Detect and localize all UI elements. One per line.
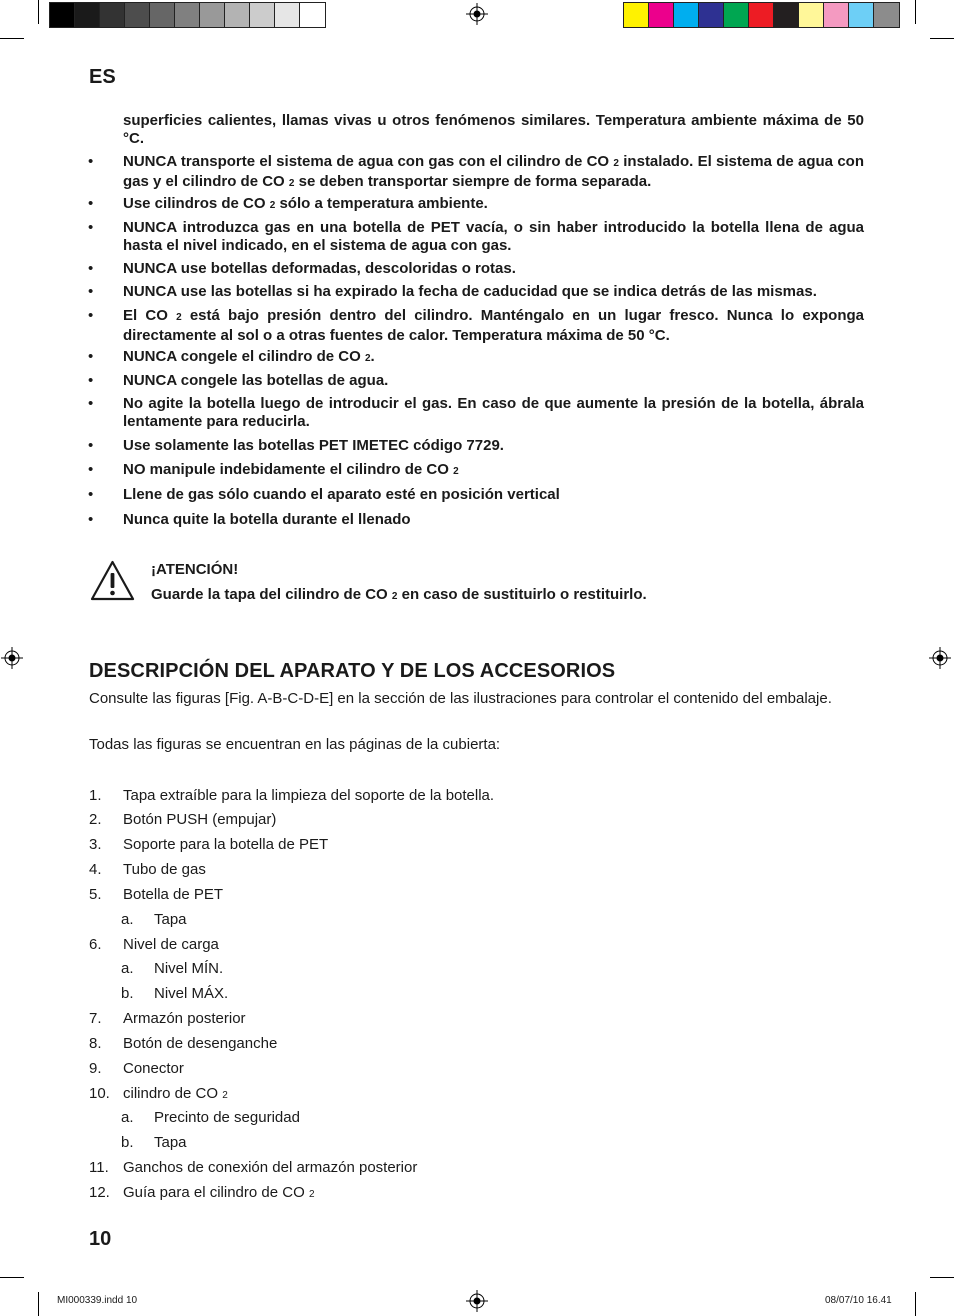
list-text: Tubo de gas	[123, 861, 206, 878]
color-swatch	[699, 3, 724, 27]
color-swatch	[50, 3, 75, 27]
list-text: Conector	[123, 1060, 184, 1077]
warning-text: Guarde la tapa del cilindro de CO 2 en caso de sustituirlo o restituirlo.	[151, 586, 647, 603]
list-number: b.	[121, 985, 134, 1002]
crop-mark	[915, 0, 916, 24]
bullet-marker: •	[88, 511, 94, 528]
color-swatch	[649, 3, 674, 27]
crop-mark	[38, 1292, 39, 1316]
bullet-marker: •	[88, 395, 94, 412]
crop-mark	[0, 1277, 24, 1278]
bullet-marker: •	[88, 260, 94, 277]
list-text: Armazón posterior	[123, 1010, 246, 1027]
bullet-text: NUNCA congele las botellas de agua.	[123, 372, 389, 389]
list-text: Soporte para la botella de PET	[123, 836, 329, 853]
list-text: Botón de desenganche	[123, 1035, 278, 1052]
color-swatch	[225, 3, 250, 27]
color-swatch	[724, 3, 749, 27]
color-swatch	[275, 3, 300, 27]
crop-mark	[915, 1292, 916, 1316]
list-text: Tapa	[154, 1134, 187, 1151]
crop-mark	[930, 1277, 954, 1278]
list-text: Tapa extraíble para la limpieza del soporte de la botella.	[123, 787, 495, 804]
color-swatch	[250, 3, 275, 27]
crop-mark	[0, 38, 24, 39]
bullet-marker: •	[88, 219, 94, 236]
color-swatch	[674, 3, 699, 27]
registration-mark-icon	[1, 647, 23, 669]
bullet-marker: •	[88, 486, 94, 503]
crop-mark	[930, 38, 954, 39]
color-swatch	[799, 3, 824, 27]
list-number: 3.	[89, 836, 102, 853]
bullet-text: Use solamente las botellas PET IMETEC código 7729.	[123, 437, 504, 454]
list-number: 2.	[89, 811, 102, 828]
registration-mark-icon	[466, 3, 488, 25]
bullet-text: No agite la botella luego de introducir el gas. En caso de que aumente la presión de la botella, ábrala lentamente para reducirla.	[123, 395, 864, 430]
color-swatch	[300, 3, 325, 27]
list-number: a.	[121, 960, 134, 977]
registration-mark-icon	[929, 647, 951, 669]
list-number: 1.	[89, 787, 102, 804]
list-text: Nivel MÁX.	[154, 985, 229, 1002]
language-tag: ES	[89, 66, 116, 88]
color-swatch	[749, 3, 774, 27]
color-swatch	[874, 3, 899, 27]
list-text: Precinto de seguridad	[154, 1109, 300, 1126]
intro-continuation: superficies calientes, llamas vivas u otros fenómenos similares. Temperatura ambiente máxima de 50 °C.	[123, 112, 864, 147]
bullet-text: NUNCA congele el cilindro de CO 2.	[123, 348, 375, 365]
list-text: Botella de PET	[123, 886, 224, 903]
section-paragraph: Consulte las figuras [Fig. A-B-C-D-E] en la sección de las ilustraciones para controlar el contenido del embalaje.	[89, 690, 832, 707]
list-number: 10.	[89, 1085, 110, 1102]
registration-mark-icon	[466, 1290, 488, 1312]
bullet-text: Use cilindros de CO 2 sólo a temperatura ambiente.	[123, 195, 488, 212]
bullet-text: NUNCA use botellas deformadas, descoloridas o rotas.	[123, 260, 516, 277]
list-text: Nivel de carga	[123, 936, 219, 953]
list-number: 12.	[89, 1184, 110, 1201]
list-number: 9.	[89, 1060, 102, 1077]
list-text: Botón PUSH (empujar)	[123, 811, 277, 828]
warning-title: ¡ATENCIÓN!	[151, 561, 239, 578]
list-text: cilindro de CO 2	[123, 1085, 228, 1102]
bullet-text: NUNCA transporte el sistema de agua con gas con el cilindro de CO 2 instalado. El sistema de agua con gas y el cilindro de CO 2 se deben transportar siempre de forma separada.	[123, 153, 864, 190]
bullet-marker: •	[88, 195, 94, 212]
list-text: Guía para el cilindro de CO 2	[123, 1184, 315, 1201]
bullet-marker: •	[88, 461, 94, 478]
list-number: a.	[121, 1109, 134, 1126]
section-title: DESCRIPCIÓN DEL APARATO Y DE LOS ACCESORIOS	[89, 660, 616, 682]
color-swatch	[200, 3, 225, 27]
color-swatch	[150, 3, 175, 27]
color-swatch	[75, 3, 100, 27]
footer-timestamp: 08/07/10 16.41	[825, 1295, 892, 1306]
section-paragraph: Todas las figuras se encuentran en las páginas de la cubierta:	[89, 736, 501, 753]
list-number: 4.	[89, 861, 102, 878]
process-color-bar	[623, 2, 900, 28]
color-swatch	[849, 3, 874, 27]
grayscale-color-bar	[49, 2, 326, 28]
bullet-marker: •	[88, 348, 94, 365]
list-text: Ganchos de conexión del armazón posterior	[123, 1159, 418, 1176]
color-swatch	[100, 3, 125, 27]
bullet-text: Llene de gas sólo cuando el aparato esté en posición vertical	[123, 486, 560, 503]
crop-mark	[38, 0, 39, 24]
bullet-marker: •	[88, 283, 94, 300]
list-text: Tapa	[154, 911, 187, 928]
footer-file-info: MI000339.indd 10	[57, 1295, 138, 1306]
color-swatch	[175, 3, 200, 27]
list-number: 5.	[89, 886, 102, 903]
list-number: b.	[121, 1134, 134, 1151]
bullet-marker: •	[88, 153, 94, 170]
list-number: 8.	[89, 1035, 102, 1052]
color-swatch	[125, 3, 150, 27]
bullet-marker: •	[88, 307, 94, 324]
bullet-marker: •	[88, 437, 94, 454]
page-number: 10	[89, 1228, 112, 1250]
warning-triangle-icon	[89, 559, 136, 602]
list-text: Nivel MÍN.	[154, 960, 224, 977]
list-number: a.	[121, 911, 134, 928]
color-swatch	[774, 3, 799, 27]
bullet-text: NO manipule indebidamente el cilindro de CO 2	[123, 461, 459, 478]
list-number: 11.	[89, 1159, 109, 1176]
color-swatch	[624, 3, 649, 27]
color-swatch	[824, 3, 849, 27]
bullet-text: NUNCA use las botellas si ha expirado la fecha de caducidad que se indica detrás de las mismas.	[123, 283, 817, 300]
list-number: 6.	[89, 936, 102, 953]
bullet-marker: •	[88, 372, 94, 389]
list-number: 7.	[89, 1010, 102, 1027]
bullet-text: Nunca quite la botella durante el llenado	[123, 511, 411, 528]
bullet-text: NUNCA introduzca gas en una botella de PET vacía, o sin haber introducido la botella llena de agua hasta el nivel indicado, en el sistema de agua con gas.	[123, 219, 864, 254]
bullet-text: El CO 2 está bajo presión dentro del cilindro. Manténgalo en un lugar fresco. Nunca lo exponga directamente al sol o a otras fuentes de calor. Temperatura máxima de 50 °C.	[123, 307, 864, 344]
